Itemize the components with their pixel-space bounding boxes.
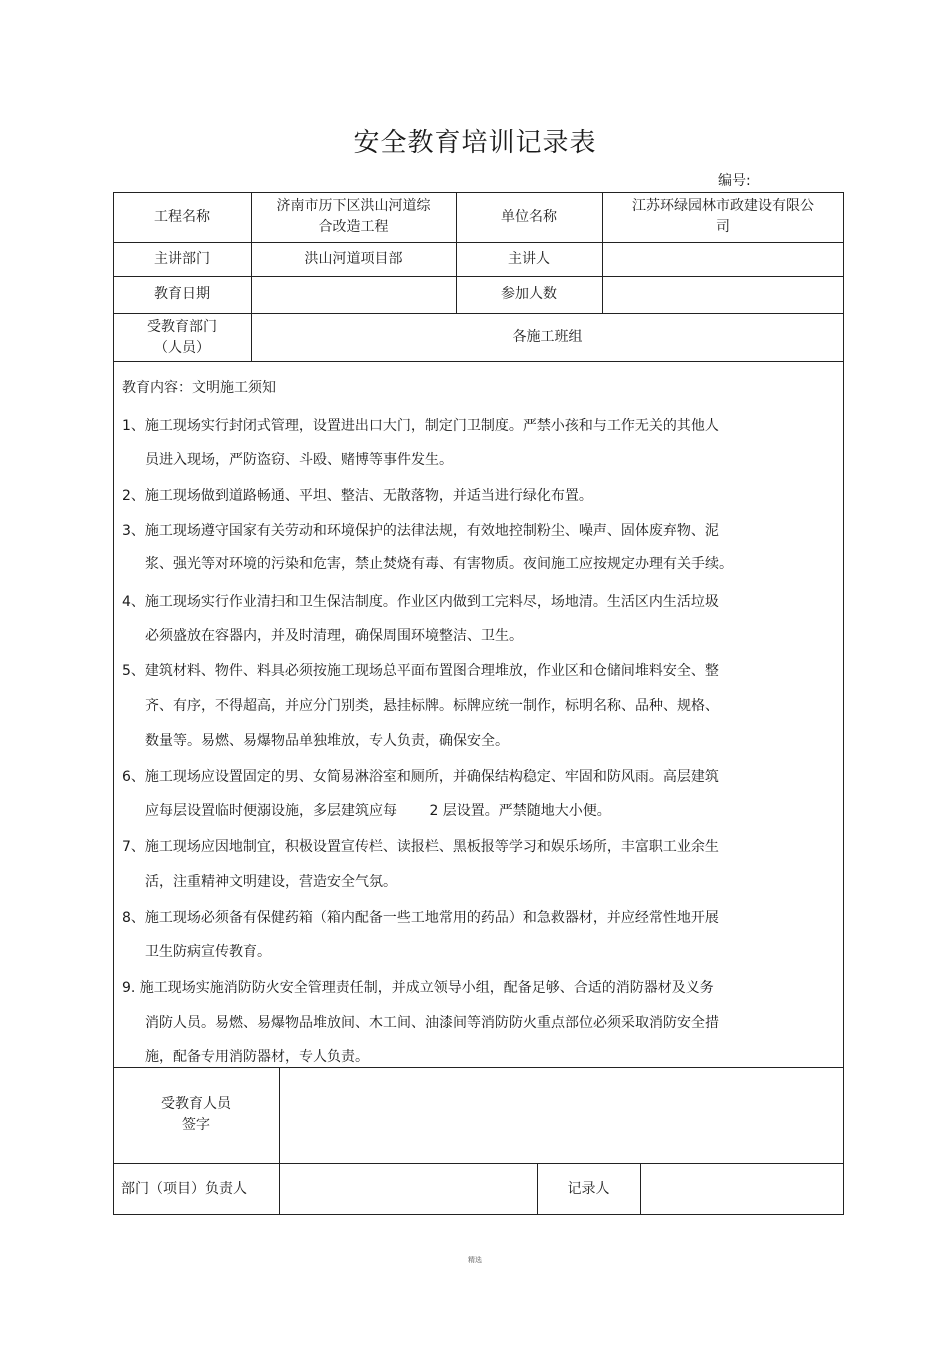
project-name-label: 工程名称 xyxy=(154,208,210,225)
attendees-value[interactable] xyxy=(602,276,844,313)
content-line: 1、施工现场实行封闭式管理，设置进出口大门，制定门卫制度。严禁小孩和与工作无关的其他人 xyxy=(122,418,719,434)
content-line: 齐、有序，不得超高，并应分门别类，悬挂标牌。标牌应统一制作，标明名称、品种、规格、 xyxy=(145,698,719,714)
content-line: 8、施工现场必须备有保健药箱（箱内配备一些工地常用的药品）和急救器材，并应经常性地开展 xyxy=(122,910,719,926)
content-line: 消防人员。易燃、易爆物品堆放间、木工间、油漆间等消防防火重点部位必须采取消防安全措 xyxy=(145,1015,719,1031)
content-line: 6、施工现场应设置固定的男、女简易淋浴室和厕所，并确保结构稳定、牢固和防风雨。高层建筑 xyxy=(122,769,719,785)
page-title: 安全教育培训记录表 xyxy=(353,128,597,158)
lecturer-label: 主讲人 xyxy=(508,250,550,267)
content-line: 浆、强光等对环境的污染和危害，禁止焚烧有毒、有害物质。夜间施工应按规定办理有关手续。 xyxy=(145,556,733,572)
content-line: 4、施工现场实行作业清扫和卫生保洁制度。作业区内做到工完料尽，场地清。生活区内生活垃圾 xyxy=(122,594,719,610)
content-heading: 教育内容：文明施工须知 xyxy=(122,380,276,396)
trainee-dept-label-line-2: （人员） xyxy=(154,339,210,356)
unit-name-label: 单位名称 xyxy=(501,208,557,225)
unit-name-line-1: 江苏环绿园林市政建设有限公 xyxy=(632,198,814,214)
project-name-line-2: 合改造工程 xyxy=(318,219,389,235)
lecture-dept-value[interactable]: 洪山河道项目部 xyxy=(304,250,403,267)
project-name-value[interactable] xyxy=(251,192,456,242)
content-line: 7、施工现场应因地制宜，积极设置宣传栏、读报栏、黑板报等学习和娱乐场所，丰富职工业余生 xyxy=(122,839,719,855)
content-line: 活，注重精神文明建设，营造安全气氛。 xyxy=(145,874,397,890)
recorder-field[interactable] xyxy=(640,1163,844,1215)
content-line: 必须盛放在容器内，并及时清理，确保周围环境整洁、卫生。 xyxy=(145,628,523,644)
content-line: 数量等。易燃、易爆物品单独堆放，专人负责，确保安全。 xyxy=(145,733,509,749)
lecture-dept-label: 主讲部门 xyxy=(154,250,210,267)
serial-number-label: 编号: xyxy=(718,173,751,189)
lecturer-value[interactable] xyxy=(602,242,844,276)
content-line: 卫生防病宣传教育。 xyxy=(145,944,271,960)
trainee-dept-label-line-1: 受教育部门 xyxy=(147,318,217,335)
content-line: 员进入现场，严防盗窃、斗殴、赌博等事件发生。 xyxy=(145,452,453,468)
project-name-line-1: 济南市历下区洪山河道综 xyxy=(276,198,431,214)
dept-head-field[interactable] xyxy=(279,1163,537,1215)
trainee-dept-value[interactable]: 各施工班组 xyxy=(512,329,583,345)
attendees-label: 参加人数 xyxy=(501,286,557,302)
trainee-signature-field[interactable] xyxy=(279,1067,844,1163)
content-line: 应每层设置临时便溺设施，多层建筑应每 2 层设置。严禁随地大小便。 xyxy=(145,803,611,819)
unit-name-line-2: 司 xyxy=(716,219,730,235)
recorder-label: 记录人 xyxy=(567,1180,610,1197)
footer-mark: 精选 xyxy=(468,1256,482,1264)
content-line: 5、建筑材料、物件、料具必须按施工现场总平面布置图合理堆放，作业区和仓储间堆料安全、整 xyxy=(122,663,719,679)
content-line: 3、施工现场遵守国家有关劳动和环境保护的法律法规，有效地控制粉尘、噪声、固体废弃物、泥 xyxy=(122,523,719,539)
content-line: 2、施工现场做到道路畅通、平坦、整洁、无散落物，并适当进行绿化布置。 xyxy=(122,488,593,504)
trainee-signature-label-line-2: 签字 xyxy=(182,1117,210,1133)
trainee-dept-label xyxy=(113,313,251,362)
content-line: 9. 施工现场实施消防防火安全管理责任制，并成立领导小组，配备足够、合适的消防器材及义务 xyxy=(122,980,714,996)
training-date-value[interactable] xyxy=(251,276,456,313)
training-date-label: 教育日期 xyxy=(154,286,210,302)
trainee-signature-label xyxy=(113,1067,279,1163)
trainee-signature-label-line-1: 受教育人员 xyxy=(161,1096,231,1112)
dept-head-label: 部门（项目）负责人 xyxy=(121,1180,247,1197)
content-line: 施，配备专用消防器材，专人负责。 xyxy=(145,1049,369,1065)
unit-name-value[interactable] xyxy=(602,192,844,242)
